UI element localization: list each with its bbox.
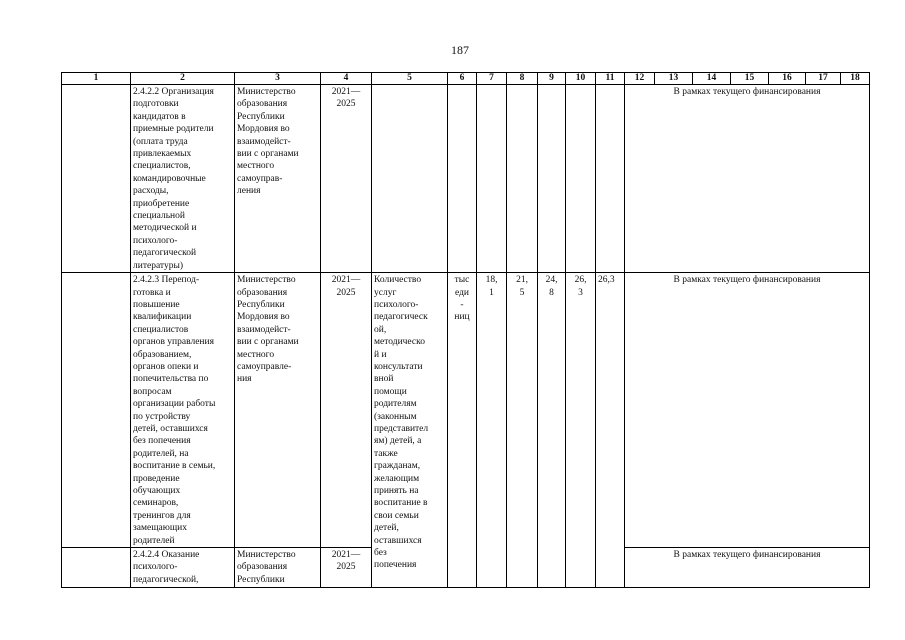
program-table (61, 72, 870, 588)
col-header: 12 (625, 73, 655, 85)
value-cell: 26, 3 (566, 273, 596, 588)
activity-cell: 2.4.2.3 Перепод- готовка и повышение квалификации специалистов органов управления образованием, органов опеки и попечительства по вопросам организации работы по устройству детей, оставшихся без попечения родителей, на воспитание в семьи, проведение обучающих семинаров, тренингов для замещающих родителей (131, 273, 235, 548)
table-row (62, 85, 870, 273)
col-header: 8 (507, 73, 538, 85)
col-header: 3 (235, 73, 321, 85)
financing-cell: В рамках текущего финансирования (625, 548, 870, 588)
col-header: 9 (538, 73, 566, 85)
unit-cell: тыс еди - ниц (448, 273, 477, 588)
cell-empty (62, 273, 131, 548)
value-cell (477, 85, 507, 273)
value-cell: 26,3 (596, 273, 625, 588)
executor-cell: Министерство образования Республики Мордовия во взаимодейст- вии с органами местного самоуправ- ления (235, 85, 321, 273)
value-cell (507, 85, 538, 273)
executor-cell: Министерство образования Республики (235, 548, 321, 588)
col-header: 1 (62, 73, 131, 85)
page-number: 187 (451, 43, 469, 57)
col-header: 10 (566, 73, 596, 85)
value-cell (596, 85, 625, 273)
value-cell: 21, 5 (507, 273, 538, 588)
col-header: 2 (131, 73, 235, 85)
column-number-row (62, 73, 870, 85)
period-cell: 2021— 2025 (321, 273, 372, 548)
activity-cell: 2.4.2.4 Оказание психолого- педагогической, (131, 548, 235, 588)
period-cell: 2021— 2025 (321, 85, 372, 273)
col-header: 15 (731, 73, 769, 85)
financing-cell: В рамках текущего финансирования (625, 273, 870, 548)
period-cell: 2021— 2025 (321, 548, 372, 588)
col-header: 17 (806, 73, 841, 85)
col-header: 6 (448, 73, 477, 85)
col-header: 4 (321, 73, 372, 85)
value-cell: 18, 1 (477, 273, 507, 588)
value-cell (566, 85, 596, 273)
unit-cell (448, 85, 477, 273)
indicator-cell: Количество услуг психолого- педагогическ ой, методическо й и консультати вной помощи родителям (законным представител ям) детей, а также гражданам, желающим принять на воспитание в свои семьи детей, оставшихся без попечения (372, 273, 448, 588)
col-header: 11 (596, 73, 625, 85)
col-header: 13 (655, 73, 693, 85)
col-header: 5 (372, 73, 448, 85)
col-header: 18 (841, 73, 870, 85)
cell-empty (62, 85, 131, 273)
col-header: 16 (769, 73, 806, 85)
executor-cell: Министерство образования Республики Мордовия во взаимодейст- вии с органами местного самоуправле- ния (235, 273, 321, 548)
cell-empty (62, 548, 131, 588)
value-cell (538, 85, 566, 273)
activity-cell: 2.4.2.2 Организация подготовки кандидатов в приемные родители (оплата труда привлекаемых специалистов, командировочные расходы, приобретение специальной методической и психолого- педагогической литературы) (131, 85, 235, 273)
table-row (62, 273, 870, 548)
col-header: 14 (693, 73, 731, 85)
financing-cell: В рамках текущего финансирования (625, 85, 870, 273)
value-cell: 24, 8 (538, 273, 566, 588)
col-header: 7 (477, 73, 507, 85)
indicator-cell (372, 85, 448, 273)
